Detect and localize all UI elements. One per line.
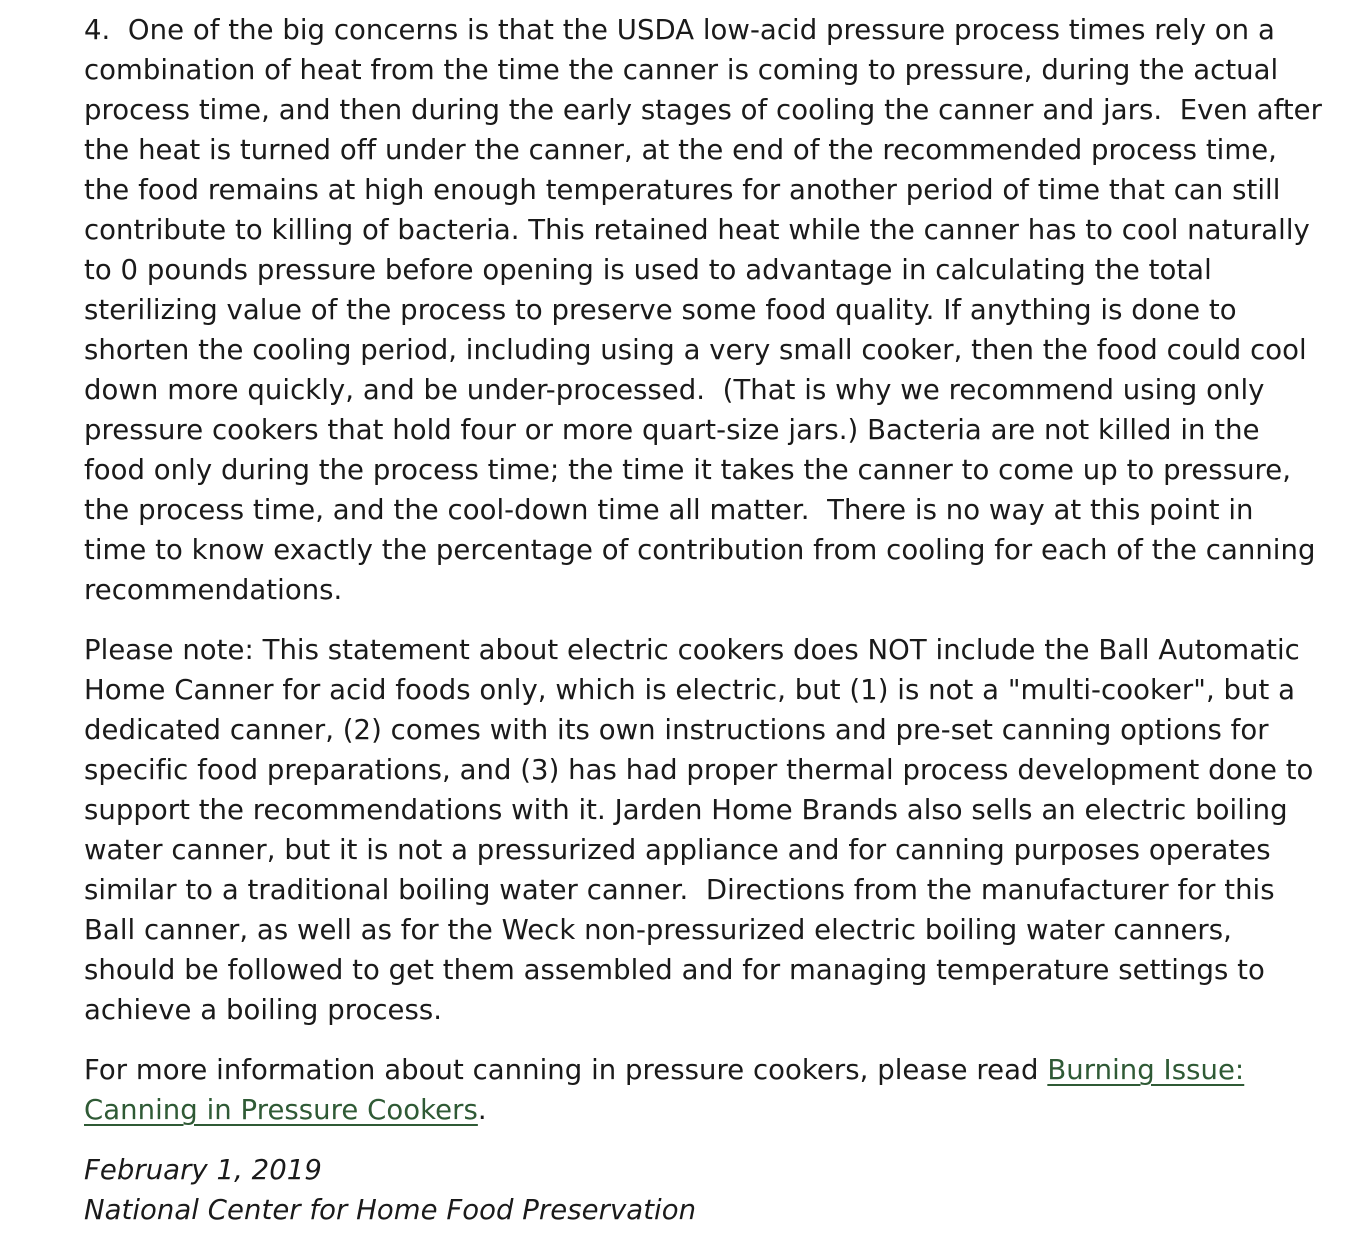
more-info-text: For more information about canning in pressure cookers, please read bbox=[84, 1054, 1048, 1086]
signature-date: February 1, 2019 bbox=[84, 1154, 322, 1186]
article-body bbox=[84, 10, 1324, 1230]
paragraph-more-info bbox=[84, 1050, 1324, 1130]
more-info-period: . bbox=[477, 1094, 487, 1126]
paragraph-please-note: Please note: This statement about electric cookers does NOT include the Ball Automatic Home Canner for acid foods only, which is electric, but (1) is not a "multi-cooker", but a dedicated canner, (2) comes with its own instructions and pre-set canning options for specific food preparations, and (3) has had proper thermal process development done to support the recommendations with it. Jarden Home Brands also sells an electric boiling water canner, but it is not a pressurized appliance and for canning purposes operates similar to a traditional boiling water canner. Directions from the manufacturer for this Ball canner, as well as for the Weck non-pressurized electric boiling water canners, should be followed to get them assembled and for managing temperature settings to achieve a boiling process. bbox=[84, 634, 1314, 1026]
signature-organization: National Center for Home Food Preservation bbox=[84, 1194, 697, 1226]
burning-issue-link[interactable]: Burning Issue: Canning in Pressure Cookers bbox=[84, 1054, 1245, 1126]
paragraph-pressure-process: 4. One of the big concerns is that the USDA low-acid pressure process times rely on a combination of heat from the time the canner is coming to pressure, during the actual process time, and then during the early stages of cooling the canner and jars. Even after the heat is turned off under the canner, at the end of the recommended process time, the food remains at high enough temperatures for another period of time that can still contribute to killing of bacteria. This retained heat while the canner has to cool naturally to 0 pounds pressure before opening is used to advantage in calculating the total sterilizing value of the process to preserve some food quality. If anything is done to shorten the cooling period, including using a very small cooker, then the food could cool down more quickly, and be under-processed. (That is why we recommend using only pressure cookers that hold four or more quart-size jars.) Bacteria are not killed in the food only during the process time; the time it takes the canner to come up to pressure, the process time, and the cool-down time all matter. There is no way at this point in time to know exactly the percentage of contribution from cooling for each of the canning recommendations. bbox=[84, 14, 1322, 606]
